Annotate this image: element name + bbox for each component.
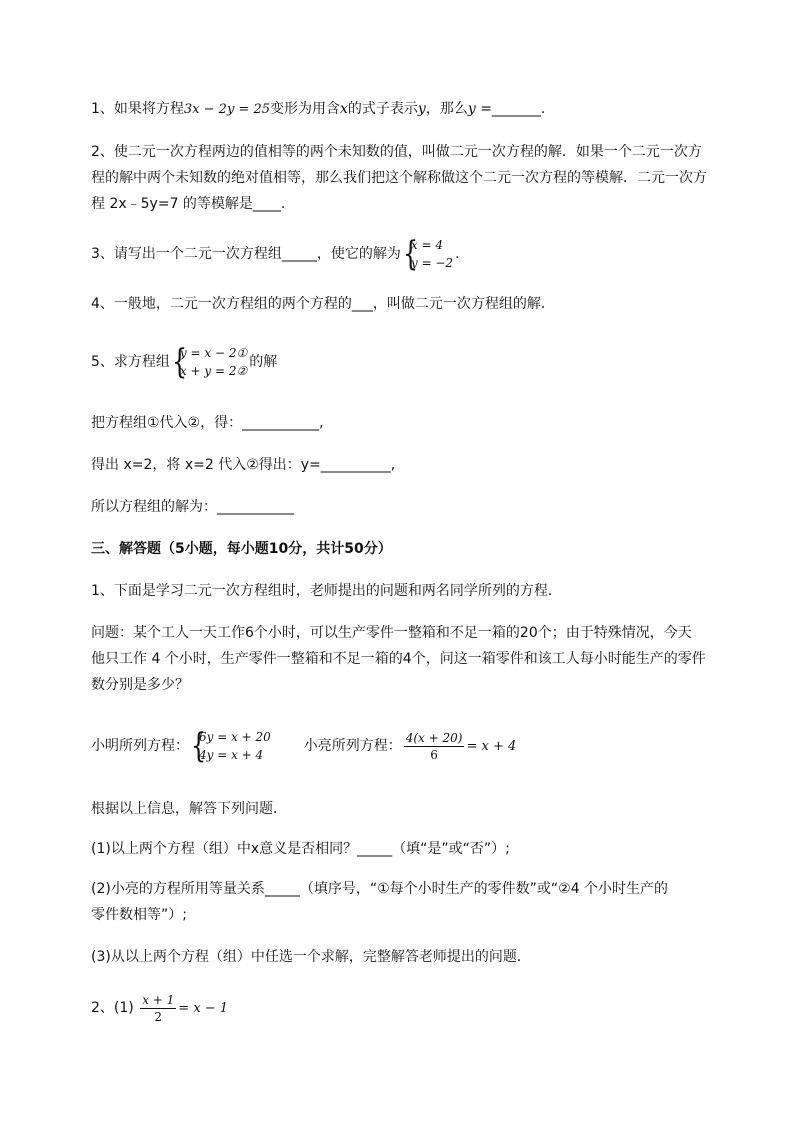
- xiaoming-row-2: 4y = x + 4: [199, 748, 264, 762]
- question-2-line-1: 2、使二元一次方程两边的值相等的两个未知数的值，叫做二元一次方程的解．如果一个二元一次方: [91, 144, 702, 160]
- p1-problem-line-1: 问题：某个工人一天工作6个小时，可以生产零件一整箱和不足一箱的20个；由于特殊情况，今天: [91, 625, 692, 641]
- q5-step-2: 得出 x=2，将 x=2 代入②得出：y=__________,: [91, 457, 396, 473]
- q3-text: 3、请写出一个二元一次方程组_____，使它的解为: [91, 246, 401, 262]
- p2-denominator: 2: [154, 1009, 163, 1024]
- q1-blank: _______.: [491, 101, 546, 117]
- p1-intro: 1、下面是学习二元一次方程组时，老师提出的问题和两名同学所列的方程．: [91, 583, 562, 599]
- question-2-line-3: 程 2x﹣5y=7 的等模解是____.: [91, 196, 286, 212]
- p1-sub-1: (1)以上两个方程（组）中x意义是否相同？_____（填“是”或“否”）;: [91, 841, 510, 857]
- p2-fraction: [140, 992, 176, 1025]
- xiaoming-row-1: 6y = x + 20: [199, 730, 271, 744]
- q5-step-3: 所以方程组的解为：___________: [91, 499, 294, 515]
- p1-equations: [91, 726, 711, 767]
- q5-row-1: y = x − 2①: [179, 346, 248, 360]
- q1-var-y: y: [417, 101, 426, 117]
- xiaoming-label: 小明所列方程：: [91, 738, 189, 754]
- q1-tail: ，那么: [425, 101, 468, 117]
- q3-row-2: y = −2: [410, 256, 454, 270]
- q1-mid2: 的式子表示: [347, 101, 418, 117]
- question-3: [91, 236, 711, 272]
- p1-sub-3: (3)从以上两个方程（组）中任选一个求解，完整解答老师提出的问题．: [91, 949, 531, 965]
- section-3-title: 三、解答题（5小题，每小题10分，共计50分）: [91, 541, 392, 557]
- question-2-line-2: 程的解中两个未知数的绝对值相等，那么我们把这个解称做这个二元一次方程的等模解．二元一次方: [91, 170, 707, 186]
- q1-y-eq: y =: [467, 101, 492, 117]
- q5-suffix: 的解: [249, 354, 278, 370]
- q5-step-1: 把方程组①代入②，得：___________,: [91, 415, 324, 431]
- q1-var-x: x: [340, 101, 348, 117]
- p1-info: 根据以上信息，解答下列问题．: [91, 801, 287, 817]
- p1-problem-line-2: 他只工作 4 个小时，生产零件一整箱和不足一箱的4个，问这一箱零件和该工人每小时能生产的零件: [91, 651, 706, 667]
- p2-numerator: x + 1: [142, 992, 175, 1007]
- xiaoliang-rhs: = x + 4: [466, 739, 517, 754]
- question-4: 4、一般地，二元一次方程组的两个方程的___，叫做二元一次方程组的解．: [91, 296, 555, 312]
- p2-prefix: 2、(1): [91, 1000, 134, 1016]
- q5-prefix: 5、求方程组: [91, 354, 170, 370]
- question-1: [91, 96, 711, 123]
- p1-problem-line-3: 数分别是多少？: [91, 677, 189, 693]
- p1-sub-2-line-2: 零件数相等”）;: [91, 907, 187, 923]
- q5-row-2: x + y = 2②: [179, 364, 248, 378]
- p1-sub-2-line-1: (2)小亮的方程所用等量关系_____（填序号，“①每个小时生产的零件数”或“②4 个小时生产的: [91, 881, 669, 897]
- xiaoliang-numerator: 4(x + 20): [405, 730, 463, 745]
- xiaoliang-label: 小亮所列方程：: [303, 738, 402, 754]
- question-5: [91, 344, 711, 380]
- q3-solution-system: { x = 4 y = −2: [402, 234, 454, 274]
- problem-2: [91, 990, 711, 1027]
- q1-mid: 变形为用含: [270, 101, 340, 117]
- p2-rhs: = x − 1: [178, 1001, 229, 1016]
- xiaoliang-denominator: 6: [430, 747, 438, 762]
- q1-prefix: 1、如果将方程: [91, 101, 184, 117]
- xiaoliang-fraction: [404, 730, 465, 763]
- q5-system: { y = x − 2① x + y = 2②: [171, 342, 248, 382]
- q1-equation: 3x − 2y = 25: [183, 102, 270, 117]
- q3-row-1: x = 4: [410, 238, 443, 252]
- q3-tail: .: [455, 246, 460, 262]
- xiaoming-system: { 6y = x + 20 4y = x + 4: [191, 726, 271, 766]
